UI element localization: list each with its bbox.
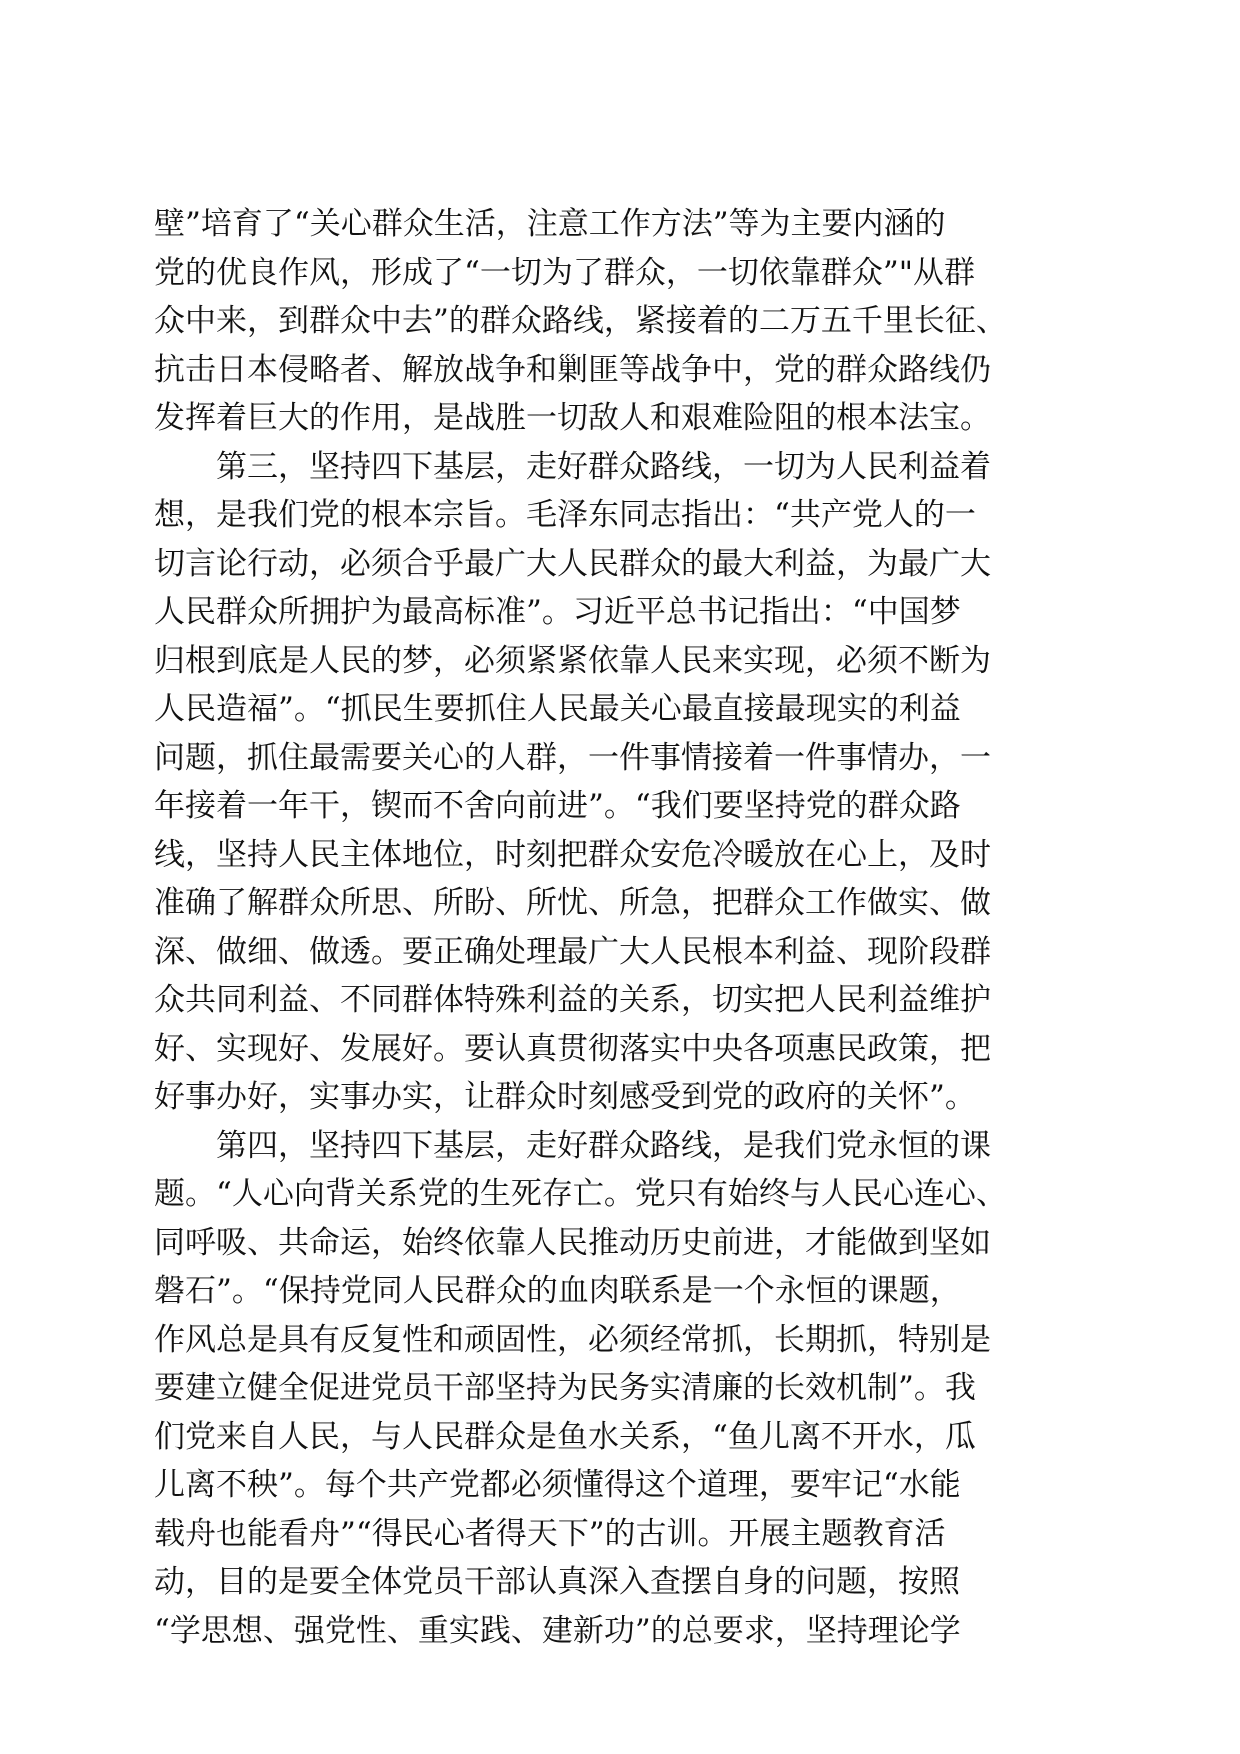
text-line: 作风总是具有反复性和顽固性，必须经常抓，长期抓，特别是 — [154, 1321, 991, 1358]
text-line: 要建立健全促进党员干部坚持为民务实清廉的长效机制”。我 — [154, 1370, 976, 1406]
text-line: 题。“人心向背关系党的生死存亡。党只有始终与人民心连心、 — [154, 1176, 1007, 1212]
text-line: 人民造福”。“抓民生要抓住人民最关心最直接最现实的利益 — [154, 691, 961, 727]
text-line: 同呼吸、共命运，始终依靠人民推动历史前进，才能做到坚如 — [154, 1224, 991, 1261]
text-line: 问题，抓住最需要关心的人群，一件事情接着一件事情办，一 — [154, 739, 991, 776]
text-line: 好、实现好、发展好。要认真贯彻落实中央各项惠民政策，把 — [154, 1030, 991, 1067]
paragraph-start-line: 第四，坚持四下基层，走好群众路线，是我们党永恒的课 — [154, 1127, 991, 1164]
text-line: 想，是我们党的根本宗旨。毛泽东同志指出：“共产党人的一 — [154, 497, 976, 533]
text-line: 准确了解群众所思、所盼、所忧、所急，把群众工作做实、做 — [154, 885, 991, 921]
text-line: 壁”培育了“关心群众生活，注意工作方法”等为主要内涵的 — [154, 206, 946, 242]
text-line: 深、做细、做透。要正确处理最广大人民根本利益、现阶段群 — [154, 933, 991, 970]
text-line: 归根到底是人民的梦，必须紧紧依靠人民来实现，必须不断为 — [154, 642, 991, 679]
text-line: 众中来，到群众中去”的群众路线，紧接着的二万五千里长征、 — [154, 303, 1007, 339]
text-line: “学思想、强党性、重实践、建新功”的总要求，坚持理论学 — [154, 1612, 961, 1649]
paragraph-start-line: 第三，坚持四下基层，走好群众路线，一切为人民利益着 — [154, 448, 991, 485]
text-line: 发挥着巨大的作用，是战胜一切敌人和艰难险阻的根本法宝。 — [154, 400, 991, 436]
text-line: 线，坚持人民主体地位，时刻把群众安危冷暖放在心上，及时 — [154, 836, 991, 873]
text-line: 们党来自人民，与人民群众是鱼水关系，“鱼儿离不开水，瓜 — [154, 1418, 976, 1455]
text-line: 年接着一年干，锲而不舍向前进”。“我们要坚持党的群众路 — [154, 788, 961, 824]
text-line: 党的优良作风，形成了“一切为了群众，一切依靠群众”"从群 — [154, 254, 975, 291]
text-line: 磐石”。“保持党同人民群众的血肉联系是一个永恒的课题， — [154, 1273, 961, 1309]
text-line: 抗击日本侵略者、解放战争和剿匪等战争中，党的群众路线仍 — [154, 351, 991, 388]
text-line: 动，目的是要全体党员干部认真深入查摆自身的问题，按照 — [154, 1564, 960, 1600]
text-line: 人民群众所拥护为最高标准”。习近平总书记指出：“中国梦 — [154, 594, 961, 630]
text-line: 载舟也能看舟”“得民心者得天下”的古训。开展主题教育活 — [154, 1515, 946, 1552]
body-text — [154, 200, 1094, 1655]
text-line: 好事办好，实事办实，让群众时刻感受到党的政府的关怀”。 — [154, 1079, 976, 1115]
text-line: 众共同利益、不同群体特殊利益的关系，切实把人民利益维护 — [154, 982, 991, 1018]
text-line: 儿离不秧”。每个共产党都必须懂得这个道理，要牢记“水能 — [154, 1467, 961, 1503]
text-line: 切言论行动，必须合乎最广大人民群众的最大利益，为最广大 — [154, 545, 991, 582]
